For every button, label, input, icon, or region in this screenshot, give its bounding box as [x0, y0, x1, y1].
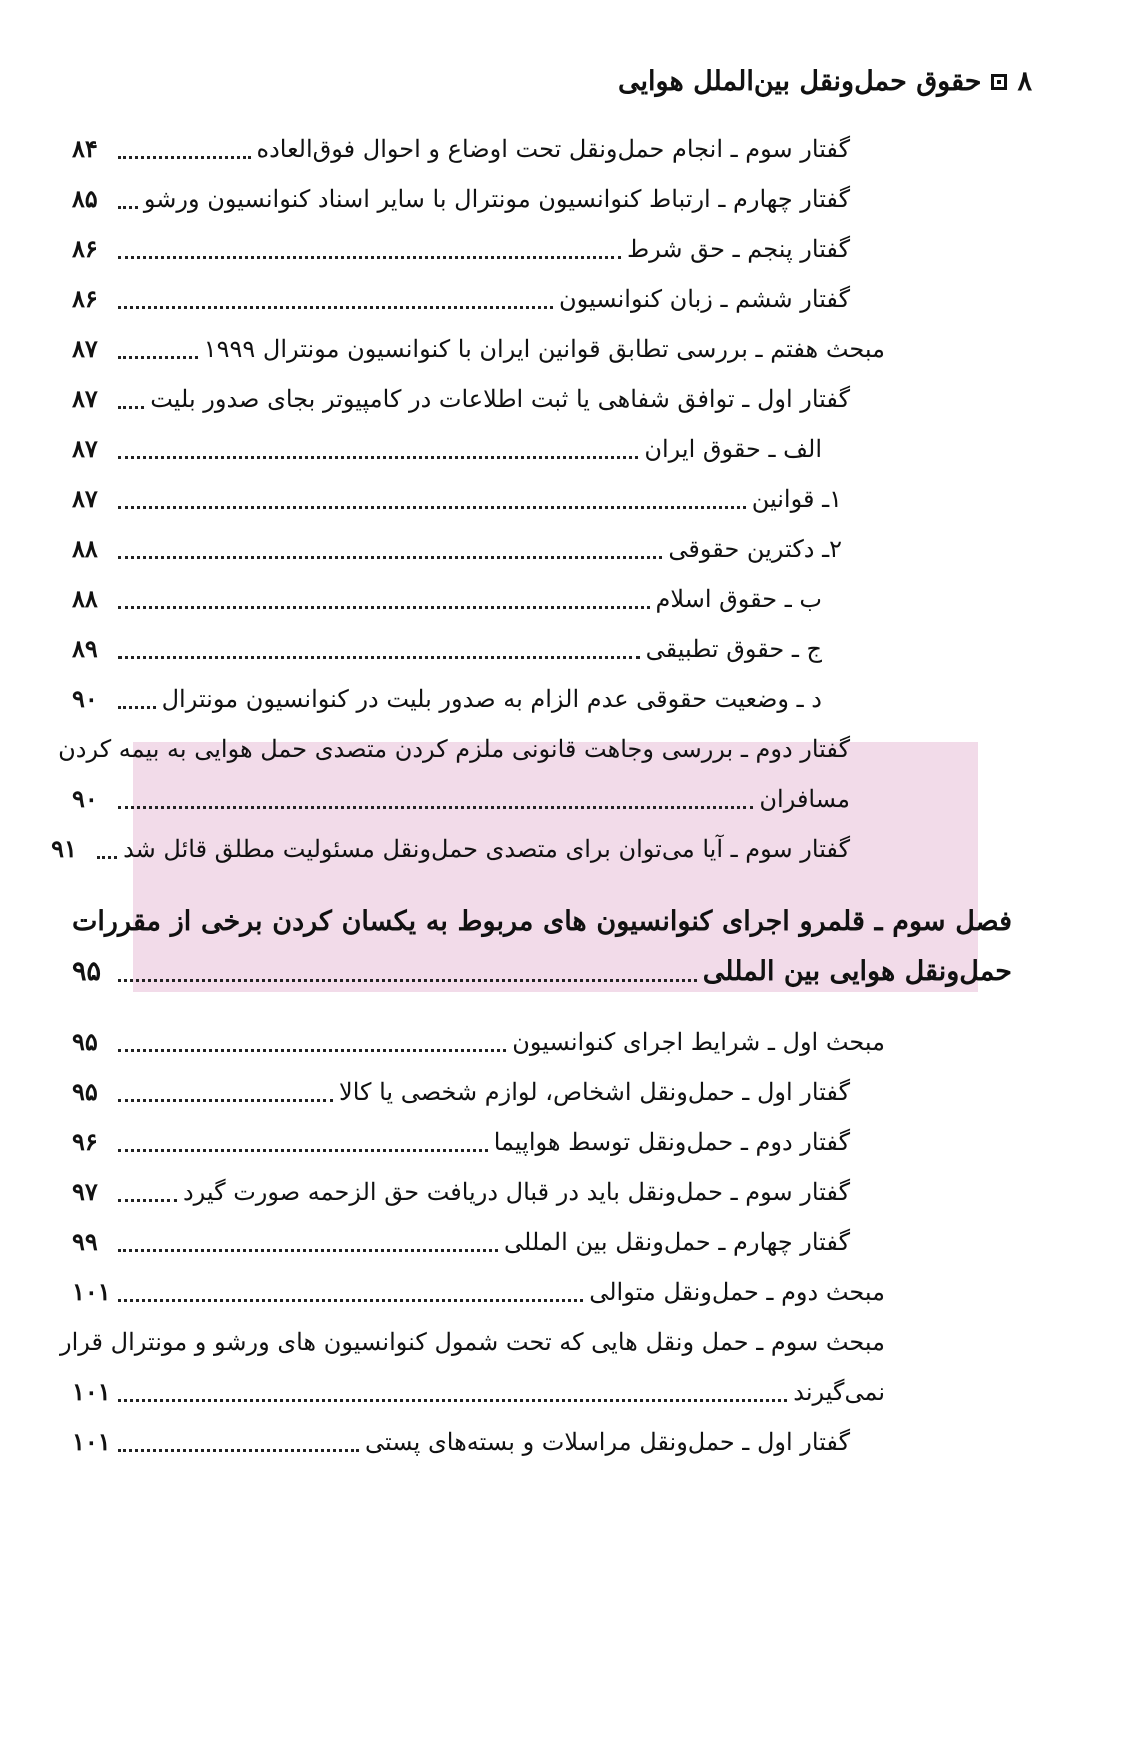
- toc-entry[interactable]: مسافران ۹۰: [72, 784, 850, 813]
- toc-entry[interactable]: ۲ـ دکترین حقوقی ۸۸: [72, 534, 842, 563]
- toc-entry[interactable]: ج ـ حقوق تطبیقی ۸۹: [72, 634, 822, 663]
- toc-entry[interactable]: گفتار چهارم ـ حمل‌ونقل بین المللی ۹۹: [72, 1227, 850, 1256]
- square-bullet-icon: [991, 74, 1007, 90]
- toc-entry[interactable]: الف ـ حقوق ایران ۸۷: [72, 434, 822, 463]
- toc-entry-line[interactable]: مبحث سوم ـ حمل ونقل هایی که تحت شمول کنوانسیون های ورشو و مونترال قرار: [60, 1328, 885, 1356]
- toc-entry[interactable]: مبحث هفتم ـ بررسی تطابق قوانین ایران با کنوانسیون مونترال ۱۹۹۹ ۸۷: [72, 334, 885, 363]
- toc-entry[interactable]: گفتار چهارم ـ ارتباط کنوانسیون مونترال با سایر اسناد کنوانسیون ورشو ۸۵: [71, 184, 850, 213]
- toc-entry[interactable]: گفتار سوم ـ انجام حمل‌ونقل تحت اوضاع و احوال فوق‌العاده ۸۴: [72, 134, 850, 163]
- toc-entry[interactable]: مبحث دوم ـ حمل‌ونقل متوالی ۱۰۱: [72, 1277, 885, 1306]
- toc-entry[interactable]: گفتار اول ـ حمل‌ونقل مراسلات و بسته‌های پستی ۱۰۱: [72, 1427, 850, 1456]
- page-number: ۸: [1017, 66, 1032, 97]
- toc-entry[interactable]: گفتار سوم ـ حمل‌ونقل باید در قبال دریافت حق الزحمه صورت گیرد ۹۷: [72, 1177, 850, 1206]
- toc-entry[interactable]: گفتار دوم ـ حمل‌ونقل توسط هواپیما ۹۶: [72, 1127, 850, 1156]
- toc-entry[interactable]: گفتار ششم ـ زبان کنوانسیون ۸۶: [72, 284, 850, 313]
- toc-entry[interactable]: گفتار اول ـ حمل‌ونقل اشخاص، لوازم شخصی یا کالا ۹۵: [72, 1077, 850, 1106]
- chapter-heading-line[interactable]: فصل سوم ـ قلمرو اجرای کنوانسیون های مربوط به یکسان کردن برخی از مقررات: [72, 906, 1012, 937]
- book-title: حقوق حمل‌ونقل بین‌الملل هوایی: [617, 66, 982, 97]
- page-header: [618, 66, 1032, 97]
- toc-entry[interactable]: د ـ وضعیت حقوقی عدم الزام به صدور بلیت در کنوانسیون مونترال ۹۰: [72, 684, 822, 713]
- toc-entry[interactable]: گفتار سوم ـ آیا می‌توان برای متصدی حمل‌ونقل مسئولیت مطلق قائل شد ۹۱: [51, 834, 850, 863]
- toc-entry[interactable]: ب ـ حقوق اسلام ۸۸: [72, 584, 822, 613]
- toc-entry[interactable]: نمی‌گیرند ۱۰۱: [72, 1377, 885, 1406]
- toc-entry[interactable]: ۱ـ قوانین ۸۷: [72, 484, 842, 513]
- toc-entry[interactable]: گفتار اول ـ توافق شفاهی یا ثبت اطلاعات در کامپیوتر بجای صدور بلیت ۸۷: [72, 384, 850, 413]
- chapter-heading[interactable]: حمل‌ونقل هوایی بین المللی ۹۵: [72, 956, 1012, 987]
- toc-entry[interactable]: گفتار پنجم ـ حق شرط ۸۶: [72, 234, 850, 263]
- toc-entry[interactable]: مبحث اول ـ شرایط اجرای کنوانسیون ۹۵: [72, 1027, 885, 1056]
- toc-entry-line[interactable]: گفتار دوم ـ بررسی وجاهت قانونی ملزم کردن متصدی حمل هوایی به بیمه کردن: [58, 735, 850, 763]
